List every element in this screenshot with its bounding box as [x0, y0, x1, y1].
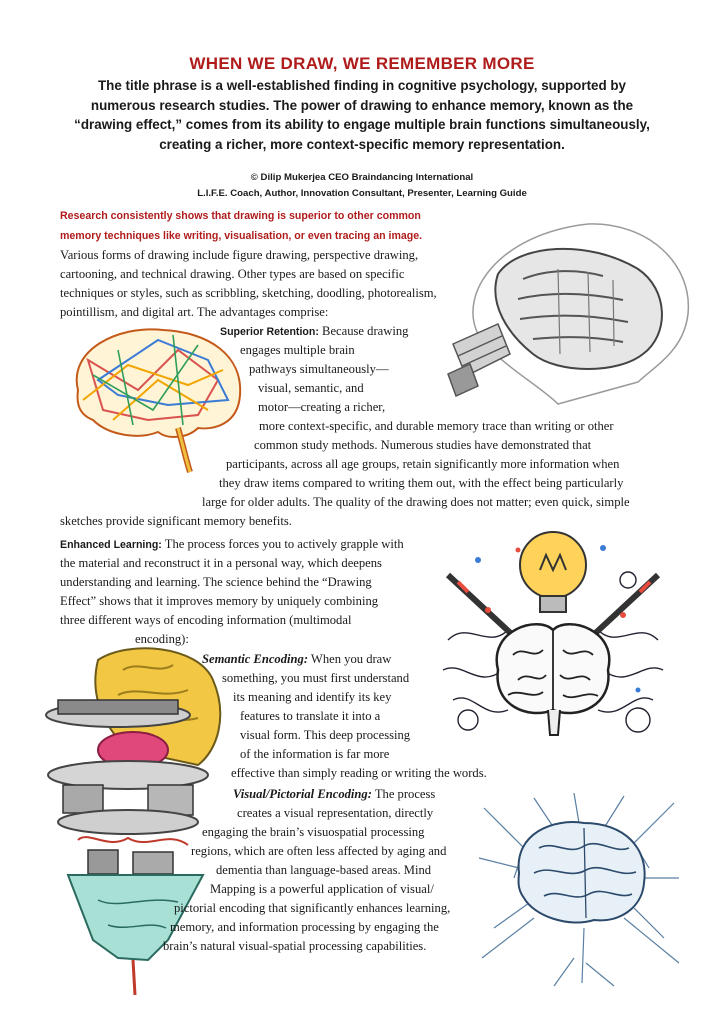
author-line: © Dilip Mukerjea CEO Braindancing International [250, 172, 474, 183]
research-body: Various forms of drawing include figure drawing, perspective drawing, cartooning, and technical drawing. Other types are based on specific techniques or styles, such as scribbling, sketching, doodling, photorealism, pointillism, and digital art. The advantages comprise: [60, 248, 437, 319]
retention-line: participants, across all age groups, retain significantly more information when [226, 457, 620, 471]
visual-line: regions, which are often less affected by aging and [191, 844, 447, 858]
enhanced-line: three different ways of encoding information (multimodal [60, 613, 352, 627]
semantic-line: effective than simply reading or writing the words. [231, 766, 487, 780]
fist-lightbulb-illustration [438, 214, 700, 414]
visual-line: creates a visual representation, directly [237, 806, 434, 820]
semantic-text: When you draw [308, 652, 392, 666]
retention-line: visual, semantic, and [258, 381, 364, 395]
visual-line: pictorial encoding that significantly enhances learning, [174, 901, 451, 915]
semantic-heading: Semantic Encoding: [202, 652, 309, 666]
visual-line: memory, and information processing by engaging the [170, 920, 439, 934]
enhanced-text: The process forces you to actively grapple with [161, 537, 404, 551]
author-credit [0, 170, 724, 202]
retention-heading: Superior Retention: [220, 326, 319, 338]
visual-heading: Visual/Pictorial Encoding: [233, 787, 372, 801]
retention-line: common study methods. Numerous studies have demonstrated that [254, 438, 592, 452]
semantic-line: of the information is far more [240, 747, 390, 761]
enhanced-line: understanding and learning. The science behind the “Drawing [60, 575, 372, 589]
retention-line: pathways simultaneously— [249, 362, 389, 376]
author-roles: L.I.F.E. Coach, Author, Innovation Consultant, Presenter, Learning Guide [197, 188, 527, 199]
sketch-brain-nerves-illustration [474, 788, 686, 988]
visual-line: engaging the brain’s visuospatial processing [202, 825, 425, 839]
visual-line: brain’s natural visual-spatial processing capabilities. [163, 939, 427, 953]
visual-line: dementia than language-based areas. Mind [216, 863, 432, 877]
enhanced-heading: Enhanced Learning: [60, 539, 162, 551]
intro-paragraph: The title phrase is a well-established finding in cognitive psychology, supported by numerous research studies. The power of drawing to enhance memory, known as the “drawing effect,” comes from its ability to engage multiple brain functions simultaneously, creating a richer, more context-specific memory representation. [74, 78, 650, 152]
semantic-line: something, you must first understand [222, 671, 410, 685]
retention-line: motor—creating a richer, [258, 400, 386, 414]
visual-line: Mapping is a powerful application of visual/ [210, 882, 434, 896]
retention-line: they draw items compared to writing them out, with the effect being particularly [219, 476, 624, 490]
enhanced-line-1 [60, 535, 404, 555]
page-title: WHEN WE DRAW, WE REMEMBER MORE [189, 54, 535, 73]
semantic-line: features to translate it into a [240, 709, 381, 723]
visual-text: The process [371, 787, 436, 801]
research-highlight: Research consistently shows that drawing is superior to other common memory techniques like writing, visualisation, or even tracing an image. [60, 210, 423, 242]
research-paragraph [60, 206, 454, 322]
colorful-brain-illustration [58, 320, 248, 480]
lightbulb-brain-doodle-illustration [428, 520, 678, 752]
retention-text: Because drawing [318, 324, 409, 338]
retention-line: more context-specific, and durable memory trace than writing or other [259, 419, 614, 433]
visual-line-1 [233, 785, 435, 804]
enhanced-line: Effect” shows that it improves memory by uniquely combining [60, 594, 379, 608]
retention-line: engages multiple brain [240, 343, 355, 357]
retention-line: large for older adults. The quality of the drawing does not matter; even quick, simple [202, 495, 630, 509]
semantic-line: its meaning and identify its key [233, 690, 392, 704]
retention-line: sketches provide significant memory benefits. [60, 514, 292, 528]
semantic-line: visual form. This deep processing [240, 728, 411, 742]
retention-line-1 [220, 322, 408, 342]
enhanced-line: encoding): [135, 632, 189, 646]
semantic-line-1 [202, 650, 391, 669]
enhanced-line: the material and reconstruct it in a personal way, which deepens [60, 556, 382, 570]
